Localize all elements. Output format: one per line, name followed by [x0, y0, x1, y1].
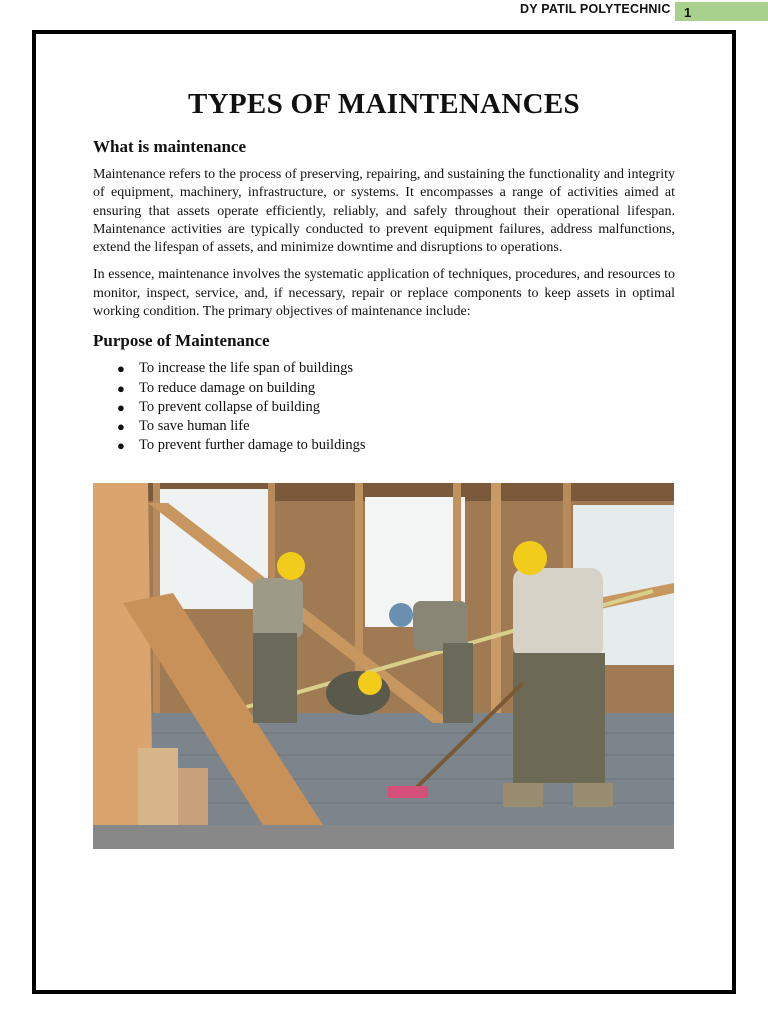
header-org-name: DY PATIL POLYTECHNIC	[520, 2, 671, 16]
page-number-badge	[675, 2, 768, 21]
document-body	[93, 84, 675, 455]
bullet-icon: ●	[117, 361, 125, 377]
bullet-icon: ●	[117, 438, 125, 454]
bullet-icon: ●	[117, 380, 125, 396]
page-number: 1	[684, 5, 692, 20]
list-item: ● To increase the life span of buildings	[117, 359, 675, 378]
paragraph-essence: In essence, maintenance involves the systematic application of techniques, procedures, and resources to monitor, inspect, service, and, if necessary, repair or replace components to keep assets in optimal working condition. The primary objectives of maintenance include:	[93, 267, 675, 320]
bullet-icon: ●	[117, 418, 125, 434]
paragraph-definition: Maintenance refers to the process of preserving, repairing, and sustaining the functionality and integrity of equipment, machinery, infrastructure, or systems. It encompasses a range of activities aimed at ensuring that assets operate efficiently, reliably, and safely throughout their operational lifespan. Maintenance activities are typically conducted to prevent equipment failures, address malfunctions, extend the lifespan of assets, and minimize downtime and disruptions to operations.	[93, 167, 675, 256]
list-item: ● To save human life	[117, 417, 675, 436]
list-item: ● To prevent collapse of building	[117, 398, 675, 417]
section-heading-purpose: Purpose of Maintenance	[93, 331, 270, 351]
list-item: ● To prevent further damage to buildings	[117, 436, 675, 455]
document-title: TYPES OF MAINTENANCES	[188, 88, 580, 120]
list-item: ● To reduce damage on building	[117, 379, 675, 398]
construction-workers-photo	[93, 483, 674, 849]
section-heading-what-is-maintenance: What is maintenance	[93, 137, 246, 156]
bullet-icon: ●	[117, 399, 125, 415]
purpose-list	[93, 359, 675, 455]
